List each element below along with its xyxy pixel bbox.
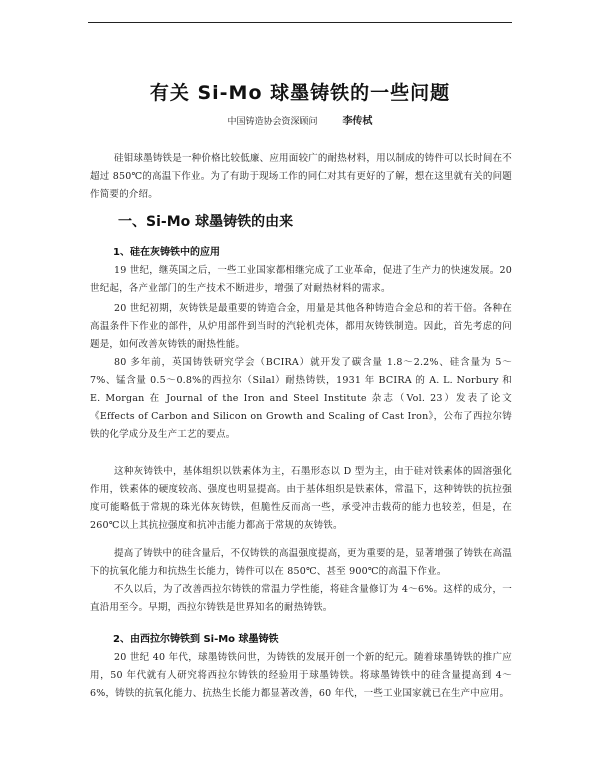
author-line <box>0 112 600 127</box>
paragraph: 这种灰铸铁中，基体组织以铁素体为主，石墨形态以 D 型为主，由于硅对铁素体的固溶强化作用，铁素体的硬度较高、强度也明显提高。由于基体组织是铁素体，常温下，这种铸铁的抗拉强度可能略低于常规的珠光体灰铸铁，但脆性反而高一些，承受冲击载荷的能力也较差，但是，在 260℃以上其抗拉强度和抗冲击能力都高于常规的灰铸铁。 <box>90 466 512 531</box>
section-heading: 一、Si-Mo 球墨铸铁的由来 <box>118 214 294 230</box>
subsection-heading: 2、由西拉尔铸铁到 Si-Mo 球墨铸铁 <box>113 634 279 645</box>
paragraph: 80 多年前，英国铸铁研究学会（BCIRA）就开发了碳含量 1.8～2.2%、硅含量为 5～7%、锰含量 0.5～0.8%的西拉尔（Silal）耐热铸铁，1931 年 BCIRA 的 A. L. Norbury 和 E. Morgan 在 Journal of the Iron and Steel Institute 杂志（Vol. 23）发表了论文《Effects of Carbon and Silicon on Growth and Scaling of Cast Iron》，公布了西拉尔铸铁的化学成分及生产工艺的要点。 <box>90 357 512 440</box>
paragraph: 20 世纪 40 年代，球墨铸铁问世，为铸铁的发展开创一个新的纪元。随着球墨铸铁的推广应用，50 年代就有人研究将西拉尔铸铁的经验用于球墨铸铁。将球墨铸铁中的硅含量提高到 4～6%，铸铁的抗氧化能力、抗热生长能力都显著改善，60 年代，一些工业国家就已在生产中应用。 <box>90 652 512 699</box>
subsection-heading: 1、硅在灰铸铁中的应用 <box>113 247 220 258</box>
document-title: 有关 Si-Mo 球墨铸铁的一些问题 <box>149 82 451 104</box>
header-rule <box>88 22 512 23</box>
paragraph: 20 世纪初期，灰铸铁是最重要的铸造合金，用量是其他各种铸造合金总和的若干倍。各种在高温条件下作业的部件，从炉用部件到当时的汽轮机壳体，都用灰铸铁制造。因此，首先考虑的问题是，如何改善灰铸铁的耐热性能。 <box>90 303 512 350</box>
author-name: 李传栻 <box>342 116 373 127</box>
paragraph: 不久以后，为了改善西拉尔铸铁的常温力学性能，将硅含量修订为 4～6%。这样的成分，一直沿用至今。早期，西拉尔铸铁是世界知名的耐热铸铁。 <box>90 584 512 613</box>
author-org: 中国铸造协会资深顾问 <box>227 117 318 127</box>
paragraph: 19 世纪，继英国之后，一些工业国家都相继完成了工业革命，促进了生产力的快速发展。20 世纪起，各产业部门的生产技术不断进步，增强了对耐热材料的需求。 <box>90 265 512 294</box>
paragraph: 提高了铸铁中的硅含量后，不仅铸铁的高温强度提高，更为重要的是，显著增强了铸铁在高温下的抗氧化能力和抗热生长能力，铸件可以在 850℃、甚至 900℃的高温下作业。 <box>90 548 512 577</box>
intro-paragraph: 硅钼球墨铸铁是一种价格比较低廉、应用面较广的耐热材料，用以制成的铸件可以长时间在不超过 850℃的高温下作业。为了有助于现场工作的同仁对其有更好的了解，想在这里就有关的问题作简要的介绍。 <box>90 153 512 200</box>
